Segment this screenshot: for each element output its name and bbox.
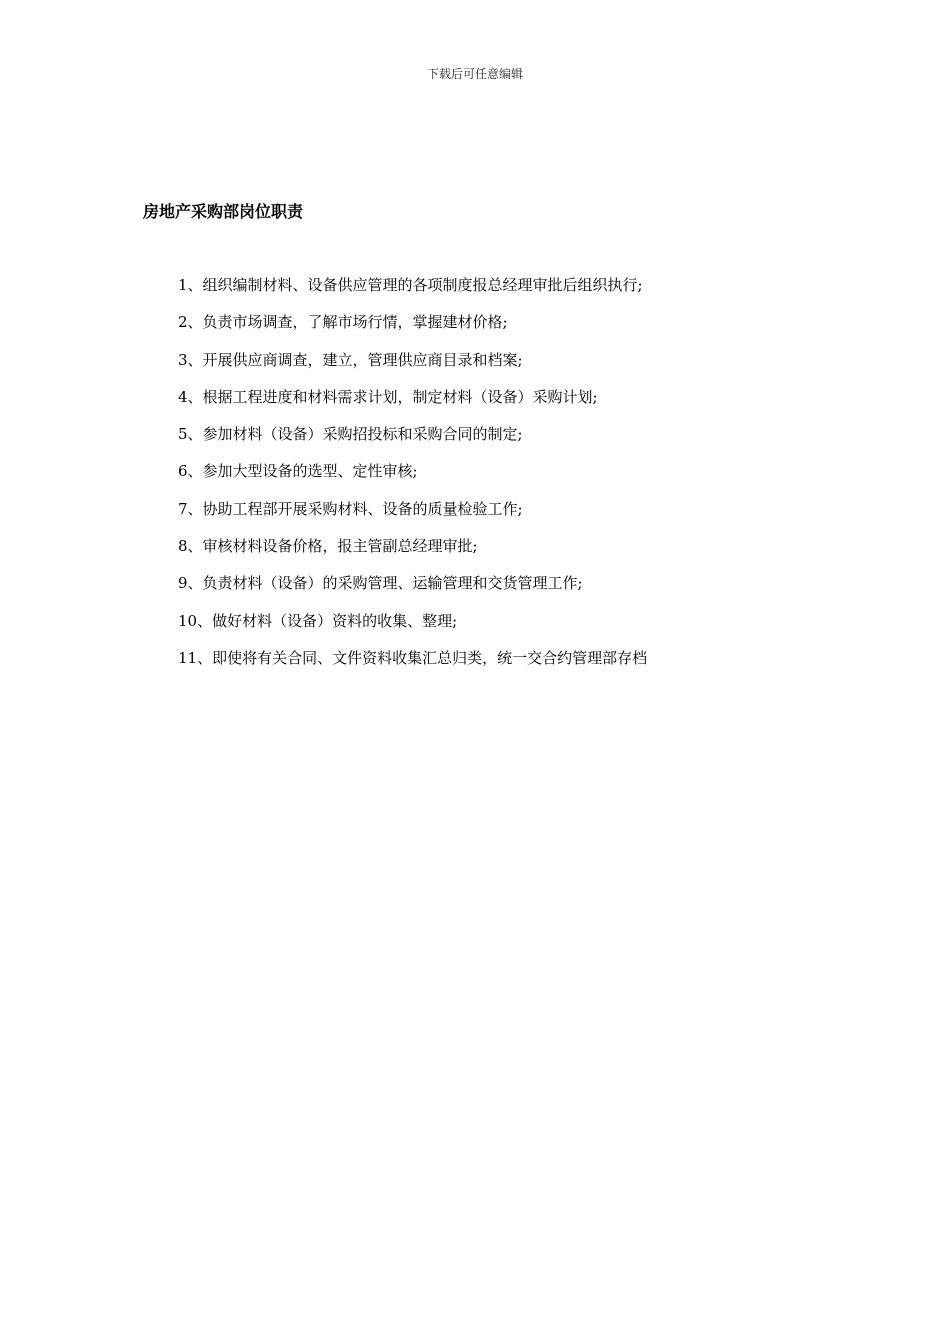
duty-item-2: 2、负责市场调查，了解市场行情，掌握建材价格; (178, 313, 508, 332)
duty-item-3: 3、开展供应商调查，建立，管理供应商目录和档案; (178, 350, 523, 369)
document-title: 房地产采购部岗位职责 (143, 202, 304, 221)
duty-item-10: 10、做好材料（设备）资料的收集、整理; (178, 611, 458, 630)
duty-list (178, 274, 818, 684)
duty-item-7: 7、协助工程部开展采购材料、设备的质量检验工作; (178, 499, 523, 518)
duty-item-5: 5、参加材料（设备）采购招投标和采购合同的制定; (178, 425, 523, 444)
duty-item-9: 9、负责材料（设备）的采购管理、运输管理和交货管理工作; (178, 574, 583, 593)
header-note: 下载后可任意编辑 (426, 67, 523, 81)
duty-item-11: 11、即使将有关合同、文件资料收集汇总归类，统一交合约管理部存档 (178, 648, 648, 667)
duty-item-1: 1、组织编制材料、设备供应管理的各项制度报总经理审批后组织执行; (178, 276, 643, 294)
duty-item-6: 6、参加大型设备的选型、定性审核; (178, 462, 418, 481)
duty-item-4: 4、根据工程进度和材料需求计划，制定材料（设备）采购计划; (178, 387, 598, 406)
duty-item-8: 8、审核材料设备价格，报主管副总经理审批; (178, 537, 478, 556)
